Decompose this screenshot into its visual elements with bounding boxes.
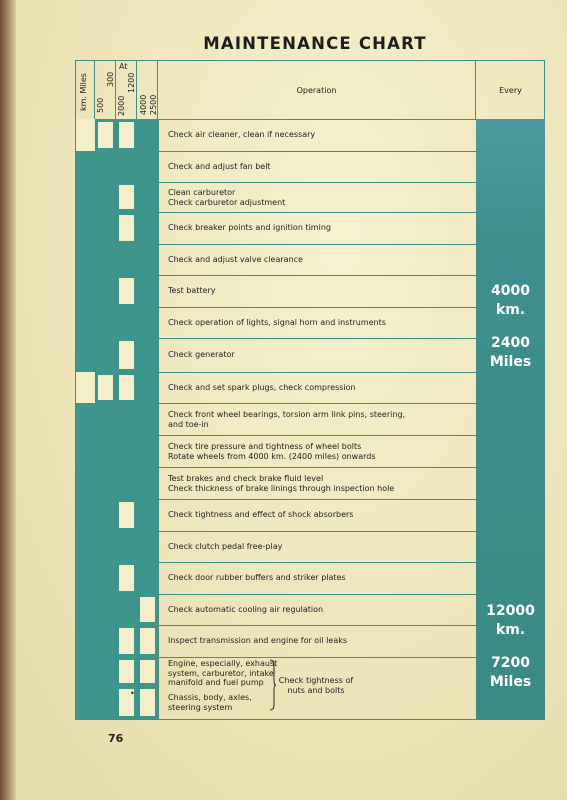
schedule-cell	[137, 275, 158, 307]
table-row	[76, 435, 545, 467]
interval-column	[476, 119, 545, 719]
operation-text: Test brakes and check brake fluid level Check thickness of brake linings through inspection hole	[168, 474, 395, 493]
header-col-3	[137, 61, 158, 119]
schedule-cell	[95, 594, 116, 625]
schedule-cell	[116, 594, 137, 625]
schedule-cell	[76, 435, 95, 467]
schedule-cell	[95, 182, 116, 212]
schedule-cell	[95, 151, 116, 182]
book-binding	[0, 0, 16, 800]
schedule-cell	[116, 499, 137, 531]
brace-icon	[268, 659, 276, 711]
schedule-cell	[116, 182, 137, 212]
schedule-cell	[116, 307, 137, 338]
table-row	[76, 403, 545, 435]
header-operation: Operation	[158, 61, 476, 119]
header-at: At	[119, 62, 128, 71]
schedule-cell	[137, 182, 158, 212]
schedule-cell	[95, 403, 116, 435]
schedule-cell	[95, 119, 116, 151]
operation-text: Test battery	[168, 286, 216, 295]
header-col-2-miles: 1200	[127, 72, 136, 93]
schedule-cell	[76, 657, 95, 686]
schedule-cell	[76, 275, 95, 307]
operation-text: Engine, especially, exhaust system, carburetor, intake manifold and fuel pump	[168, 659, 278, 687]
table-row	[76, 182, 545, 212]
operation-text: Check and adjust fan belt	[168, 162, 271, 171]
schedule-cell	[137, 435, 158, 467]
schedule-cell	[95, 657, 116, 686]
schedule-cell	[76, 338, 95, 372]
operation-text: Check operation of lights, signal horn and instruments	[168, 318, 386, 327]
schedule-cell	[137, 372, 158, 403]
bullet-mark: •	[130, 689, 135, 698]
schedule-cell	[116, 151, 137, 182]
schedule-cell	[76, 244, 95, 275]
schedule-cell	[76, 625, 95, 657]
schedule-cell	[137, 594, 158, 625]
operation-text: Check and set spark plugs, check compression	[168, 383, 356, 392]
table-row	[76, 499, 545, 531]
schedule-cell	[95, 372, 116, 403]
interval-b-miles-unit: Miles	[489, 674, 532, 690]
interval-a-miles: 2400	[491, 335, 530, 351]
header-col-1	[95, 61, 116, 119]
schedule-cell	[95, 338, 116, 372]
schedule-cell	[116, 531, 137, 562]
schedule-cell	[76, 151, 95, 182]
interval-a-miles-unit: Miles	[489, 354, 532, 370]
operation-text: Check door rubber buffers and striker plates	[168, 573, 346, 582]
schedule-cell	[116, 212, 137, 244]
table-row	[76, 119, 545, 151]
page-number: 76	[108, 732, 124, 745]
table-row	[76, 467, 545, 499]
schedule-cell	[116, 338, 137, 372]
schedule-cell	[76, 119, 95, 151]
header-col-2	[116, 61, 137, 119]
interval-b-km-unit: km.	[495, 622, 526, 638]
schedule-cell	[116, 119, 137, 151]
schedule-cell	[95, 244, 116, 275]
schedule-cell	[116, 435, 137, 467]
operation-text: Check clutch pedal free-play	[168, 542, 283, 551]
interval-a-km-unit: km.	[495, 302, 526, 318]
interval-b-miles: 7200	[491, 655, 530, 671]
schedule-cell	[76, 212, 95, 244]
page-title: MAINTENANCE CHART	[203, 34, 427, 53]
schedule-cell	[76, 182, 95, 212]
bolts-note: Check tightness of nuts and bolts	[278, 676, 354, 695]
schedule-cell	[76, 499, 95, 531]
schedule-cell	[95, 531, 116, 562]
interval-b-km: 12000	[486, 603, 535, 619]
schedule-cell	[76, 594, 95, 625]
schedule-cell	[137, 338, 158, 372]
schedule-cell	[137, 625, 158, 657]
schedule-cell	[76, 531, 95, 562]
schedule-cell	[137, 403, 158, 435]
header-km-miles-label: km. Miles	[79, 73, 88, 111]
schedule-cell	[116, 657, 137, 686]
schedule-cell	[137, 467, 158, 499]
header-col-2-km: 2000	[117, 95, 126, 116]
column-divider	[137, 119, 138, 719]
schedule-cell	[116, 403, 137, 435]
schedule-cell	[137, 212, 158, 244]
schedule-cell	[116, 467, 137, 499]
schedule-cell	[116, 562, 137, 594]
interval-a-km: 4000	[491, 283, 530, 299]
schedule-cell	[95, 275, 116, 307]
operation-text: Inspect transmission and engine for oil leaks	[168, 636, 348, 645]
schedule-cell	[95, 467, 116, 499]
schedule-cell	[95, 212, 116, 244]
header-every: Every	[499, 85, 522, 95]
schedule-cell	[95, 625, 116, 657]
maintenance-table	[75, 60, 545, 720]
schedule-cell	[137, 244, 158, 275]
operation-text: Check tightness and effect of shock absorbers	[168, 510, 354, 519]
schedule-cell	[76, 686, 95, 719]
row-divider	[76, 719, 476, 720]
schedule-cell	[137, 562, 158, 594]
schedule-cell	[95, 499, 116, 531]
schedule-cell	[76, 562, 95, 594]
operation-text: Check front wheel bearings, torsion arm link pins, steering, and toe-in	[168, 410, 406, 429]
operation-text: Chassis, body, axles, steering system	[168, 693, 252, 712]
schedule-cell	[137, 657, 158, 686]
schedule-cell	[116, 275, 137, 307]
schedule-cell	[137, 499, 158, 531]
operation-text: Check and adjust valve clearance	[168, 255, 303, 264]
column-divider	[95, 119, 96, 719]
header-km-miles	[76, 61, 95, 119]
operation-text: Check air cleaner, clean if necessary	[168, 130, 316, 139]
schedule-cell	[137, 307, 158, 338]
schedule-cell	[116, 244, 137, 275]
table-row	[76, 244, 545, 275]
table-row	[76, 275, 545, 307]
schedule-cell	[76, 467, 95, 499]
table-row	[76, 212, 545, 244]
schedule-cell	[116, 372, 137, 403]
schedule-cell	[95, 307, 116, 338]
header-col-1-miles: 300	[106, 71, 115, 87]
table-row	[76, 562, 545, 594]
table-row	[76, 625, 545, 657]
operation-text: Check automatic cooling air regulation	[168, 605, 324, 614]
schedule-cell	[95, 435, 116, 467]
header-col-3-miles: 2500	[149, 94, 158, 115]
column-divider	[158, 119, 159, 719]
schedule-cell	[95, 686, 116, 719]
operation-text: Check tire pressure and tightness of wheel bolts Rotate wheels from 4000 km. (2400 miles) onwards	[168, 442, 376, 461]
table-row	[76, 307, 545, 338]
table-row	[76, 338, 545, 372]
schedule-cell	[137, 119, 158, 151]
schedule-cell	[137, 686, 158, 719]
schedule-cell	[76, 372, 95, 403]
schedule-cell	[76, 307, 95, 338]
operation-text: Check breaker points and ignition timing	[168, 223, 331, 232]
column-divider	[116, 119, 117, 719]
table-row	[76, 151, 545, 182]
schedule-cell	[95, 562, 116, 594]
header-col-1-km: 500	[96, 97, 105, 113]
schedule-cell	[137, 531, 158, 562]
table-row	[76, 372, 545, 403]
operation-text: Clean carburetor Check carburetor adjustment	[168, 188, 286, 207]
schedule-cell	[76, 403, 95, 435]
schedule-cell	[137, 151, 158, 182]
table-row	[76, 594, 545, 625]
table-row	[76, 531, 545, 562]
schedule-cell	[116, 625, 137, 657]
header-col-3-km: 4000	[139, 94, 148, 115]
operation-text: Check generator	[168, 350, 235, 359]
